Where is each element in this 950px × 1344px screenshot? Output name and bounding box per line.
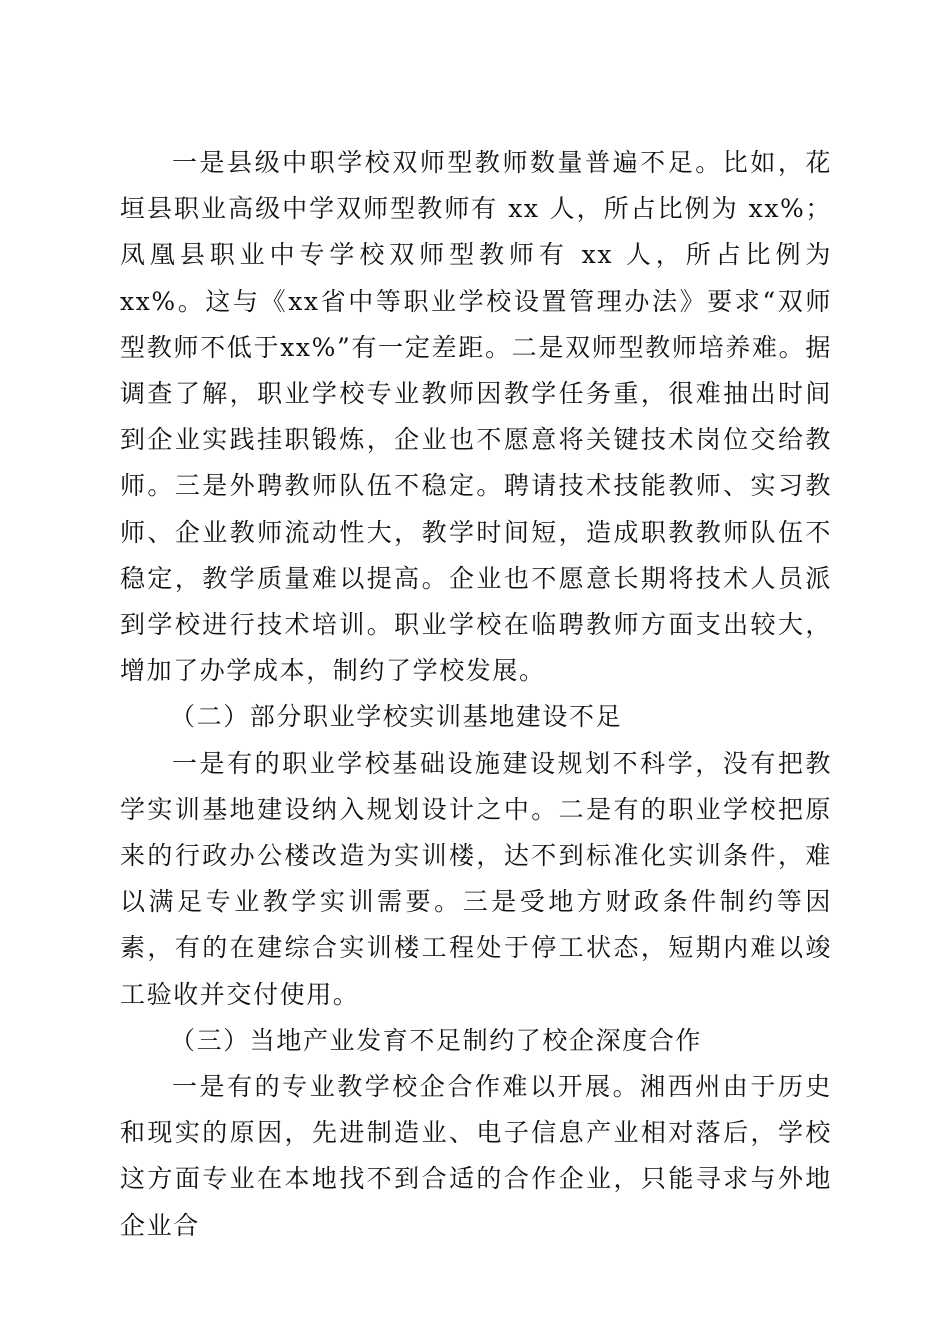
section-heading-training-base: （二）部分职业学校实训基地建设不足 bbox=[170, 702, 623, 732]
section-heading-school-enterprise: （三）当地产业发育不足制约了校企深度合作 bbox=[170, 1025, 703, 1055]
paragraph-teacher-shortage: 一是县级中职学校双师型教师数量普遍不足。比如，花垣县职业高级中学双师型教师有 xx 人，所占比例为 xx%；凤凰县职业中专学校双师型教师有 xx 人，所占比例为 xx%。这与《xx省中等职业学校设置管理办法》要求“双师型教师不低于xx%”有一定差距。二是双师型教师培养难。据调查了解，职业学校专业教师因教学任务重，很难抽出时间到企业实践挂职锻炼，企业也不愿意将关键技术岗位交给教师。三是外聘教师队伍不稳定。聘请技术技能教师、实习教师、企业教师流动性大，教学时间短，造成职教教师队伍不稳定，教学质量难以提高。企业也不愿意长期将技术人员派到学校进行技术培训。职业学校在临聘教师方面支出较大，增加了办学成本，制约了学校发展。 bbox=[120, 148, 832, 686]
paragraph-school-enterprise: 一是有的专业教学校企合作难以开展。湘西州由于历史和现实的原因，先进制造业、电子信息产业相对落后，学校这方面专业在本地找不到合适的合作企业，只能寻求与外地企业合 bbox=[120, 1072, 832, 1240]
document-body bbox=[120, 140, 832, 1249]
paragraph-training-base: 一是有的职业学校基础设施建设规划不科学，没有把教学实训基地建设纳入规划设计之中。二是有的职业学校把原来的行政办公楼改造为实训楼，达不到标准化实训条件，难以满足专业教学实训需要。三是受地方财政条件制约等因素，有的在建综合实训楼工程处于停工状态，短期内难以竣工验收并交付使用。 bbox=[120, 748, 832, 1009]
